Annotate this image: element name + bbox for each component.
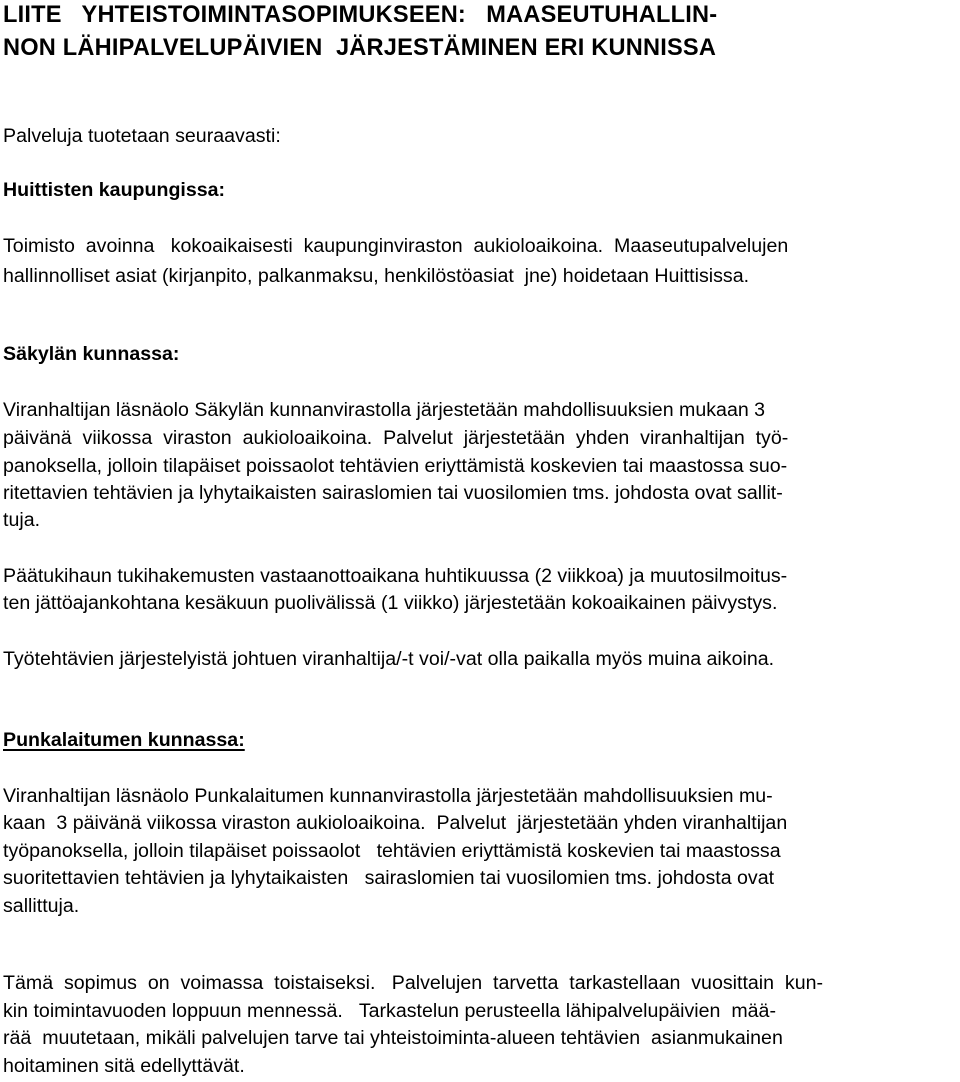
document-title-line-2: NON LÄHIPALVELUPÄIVIEN JÄRJESTÄMINEN ERI KUNNISSA [3, 35, 717, 61]
closing-line: kin toimintavuoden loppuun mennessä. Tarkastelun perusteella lähipalvelupäivien mää- [3, 1000, 776, 1022]
sakyla-heading: Säkylän kunnassa: [3, 343, 180, 365]
intro-text: Palveluja tuotetaan seuraavasti: [3, 125, 281, 147]
punkalaidun-line: suoritettavien tehtävien ja lyhytaikaisten sairaslomien tai vuosilomien tms. johdosta ovat [3, 867, 775, 889]
punkalaidun-line: Viranhaltijan läsnäolo Punkalaitumen kunnanvirastolla järjestetään mahdollisuuksien mu- [3, 785, 773, 807]
punkalaidun-line: työpanoksella, jolloin tilapäiset poissaolot tehtävien eriyttämistä koskevien tai maastossa [3, 840, 781, 862]
closing-line: hoitaminen sitä edellyttävät. [3, 1055, 245, 1077]
huittinen-heading: Huittisten kaupungissa: [3, 179, 226, 201]
sakyla-paragraph-line: ritettavien tehtävien ja lyhytaikaisten sairaslomien tai vuosilomien tms. johdosta ovat sallit- [3, 482, 783, 504]
punkalaidun-heading: Punkalaitumen kunnassa: [3, 729, 245, 751]
sakyla-paragraph-line: tuja. [3, 509, 41, 531]
sakyla-paragraph-line: päivänä viikossa viraston aukioloaikoina. Palvelut järjestetään yhden viranhaltijan työ- [3, 427, 789, 449]
punkalaidun-line: sallittuja. [3, 895, 80, 917]
huittinen-line: hallinnolliset asiat (kirjanpito, palkanmaksu, henkilöstöasiat jne) hoidetaan Huittisissa. [3, 265, 750, 287]
sakyla-paragraph-line: ten jättöajankohtana kesäkuun puolivälissä (1 viikko) järjestetään kokoaikainen päivystys. [3, 592, 778, 614]
document-title-line-1: LIITE YHTEISTOIMINTASOPIMUKSEEN: MAASEUTUHALLIN- [3, 2, 718, 28]
closing-line: Tämä sopimus on voimassa toistaiseksi. Palvelujen tarvetta tarkastellaan vuosittain kun- [3, 972, 824, 994]
sakyla-paragraph-line: panoksella, jolloin tilapäiset poissaolot tehtävien eriyttämistä koskevien tai maastossa suo- [3, 455, 788, 477]
punkalaidun-line: kaan 3 päivänä viikossa viraston aukioloaikoina. Palvelut järjestetään yhden viranhaltijan [3, 812, 788, 834]
sakyla-paragraph-line: Viranhaltijan läsnäolo Säkylän kunnanvirastolla järjestetään mahdollisuuksien mukaan 3 [3, 399, 766, 421]
closing-line: rää muutetaan, mikäli palvelujen tarve tai yhteistoiminta-alueen tehtävien asianmukainen [3, 1027, 783, 1049]
sakyla-paragraph-line: Päätukihaun tukihakemusten vastaanottoaikana huhtikuussa (2 viikkoa) ja muutosilmoitus- [3, 565, 788, 587]
sakyla-paragraph-line: Työtehtävien järjestelyistä johtuen viranhaltija/-t voi/-vat olla paikalla myös muina aikoina. [3, 648, 775, 670]
huittinen-line: Toimisto avoinna kokoaikaisesti kaupunginviraston aukioloaikoina. Maaseutupalvelujen [3, 235, 789, 257]
